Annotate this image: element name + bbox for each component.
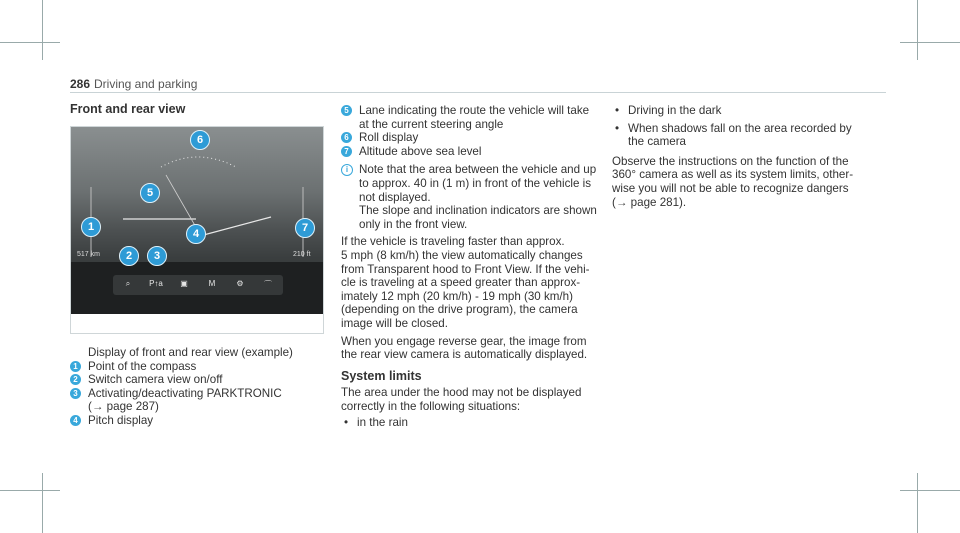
legend-item	[70, 414, 330, 428]
paragraph	[612, 155, 887, 209]
note-line: Note that the area between the vehicle and up	[359, 163, 597, 177]
text-line: image will be closed.	[341, 316, 448, 330]
note-line: only in the front view.	[359, 217, 468, 231]
note-line: The slope and inclination indicators are shown	[359, 204, 597, 218]
crop-mark	[42, 473, 43, 533]
text-line: When you engage reverse gear, the image from	[341, 334, 587, 348]
camera-toggle-icon[interactable]: ⌕	[125, 279, 131, 288]
legend-item	[70, 373, 330, 387]
scale-right-label: 210 ft	[293, 251, 311, 258]
crop-mark	[900, 490, 960, 491]
callout-5: 5	[140, 183, 160, 203]
paragraph	[341, 335, 611, 362]
section-title: Driving and parking	[94, 77, 198, 91]
car-icon[interactable]: ▣	[180, 279, 188, 288]
legend-text: Pitch display	[88, 413, 154, 427]
text-line: cle is traveling at a speed greater than approx-	[341, 276, 581, 290]
pitch-line-right	[196, 217, 271, 237]
text-line: the rear view camera is automatically displayed.	[341, 348, 588, 362]
bullet-item: • Driving in the dark	[612, 104, 887, 118]
figure-legend	[70, 346, 330, 428]
subsection-heading: System limits	[341, 368, 422, 383]
lane-line	[166, 175, 197, 229]
crop-mark	[917, 473, 918, 533]
legend-item	[70, 387, 330, 414]
header-rule	[70, 92, 886, 93]
text-line: 5 mph (8 km/h) the view automatically changes	[341, 248, 583, 262]
legend-text: Roll display	[359, 131, 419, 145]
bullet-text: When shadows fall on the area recorded by	[628, 121, 852, 135]
roll-arc	[161, 157, 236, 167]
view-icon[interactable]: ⌒	[264, 280, 272, 289]
callout-2: 2	[119, 246, 139, 266]
column-2	[341, 104, 611, 430]
legend-badge: 2	[70, 374, 81, 385]
text-line: If the vehicle is traveling faster than approx.	[341, 235, 565, 249]
crop-mark	[900, 42, 960, 43]
camera-figure	[70, 126, 324, 334]
text-line: The area under the hood may not be displayed	[341, 386, 582, 400]
text-line: wise you will not be able to recognize dangers	[612, 181, 849, 195]
callout-4: 4	[186, 224, 206, 244]
bullet-text: the camera	[628, 135, 686, 149]
note-line: to approx. 40 in (1 m) in front of the vehicle is	[359, 176, 591, 190]
note-line: not displayed.	[359, 190, 431, 204]
legend-item	[341, 131, 611, 145]
text-line: (depending on the drive program), the camera	[341, 303, 578, 317]
bullet-item	[612, 122, 887, 149]
note-block	[341, 163, 611, 231]
figure-caption: Display of front and rear view (example)	[88, 346, 293, 359]
legend-item	[70, 360, 330, 374]
legend-item	[341, 145, 611, 159]
crop-mark	[42, 0, 43, 60]
legend-text: Lane indicating the route the vehicle will take	[359, 104, 590, 117]
legend-badge: 5	[341, 105, 352, 116]
legend-text: at the current steering angle	[359, 117, 504, 131]
legend-text: Switch camera view on/off	[88, 373, 223, 387]
legend-badge: 6	[341, 132, 352, 143]
page-reference-link[interactable]: (→ page 287)	[88, 400, 159, 414]
text-line: Observe the instructions on the function of the	[612, 154, 849, 168]
settings-icon[interactable]: ⚙	[236, 279, 244, 288]
callout-1: 1	[81, 217, 101, 237]
legend-text: Point of the compass	[88, 359, 197, 373]
legend-text: Activating/deactivating PARKTRONIC	[88, 386, 282, 400]
parktronic-button[interactable]: P↑a	[149, 279, 163, 288]
legend-badge: 4	[70, 415, 81, 426]
camera-screen	[71, 127, 323, 314]
scale-left-label: 517 km	[77, 251, 100, 258]
legend-badge: 1	[70, 361, 81, 372]
crop-mark	[0, 42, 60, 43]
page-reference-link[interactable]: (→ page 281).	[612, 195, 687, 209]
text-line: imately 12 mph (20 km/h) - 19 mph (30 km/h)	[341, 289, 573, 303]
crop-mark	[917, 0, 918, 60]
text-line: from Transparent hood to Front View. If the vehi-	[341, 262, 590, 276]
mode-button[interactable]: M	[208, 279, 216, 288]
paragraph	[341, 235, 611, 330]
legend-badge: 3	[70, 388, 81, 399]
legend-text: Altitude above sea level	[359, 144, 482, 158]
info-icon: i	[341, 164, 353, 176]
page-number: 286	[70, 77, 91, 91]
section-heading: Front and rear view	[70, 102, 186, 116]
column-3	[612, 104, 887, 209]
legend-item	[341, 104, 611, 131]
bullet-item: • in the rain	[341, 416, 611, 430]
callout-3: 3	[147, 246, 167, 266]
crop-mark	[0, 490, 60, 491]
text-line: correctly in the following situations:	[341, 399, 521, 413]
callout-7: 7	[295, 218, 315, 238]
text-line: 360° camera as well as its system limits, other-	[612, 168, 854, 182]
control-bar	[113, 275, 283, 295]
callout-6: 6	[190, 130, 210, 150]
legend-badge: 7	[341, 146, 352, 157]
paragraph	[341, 386, 611, 413]
